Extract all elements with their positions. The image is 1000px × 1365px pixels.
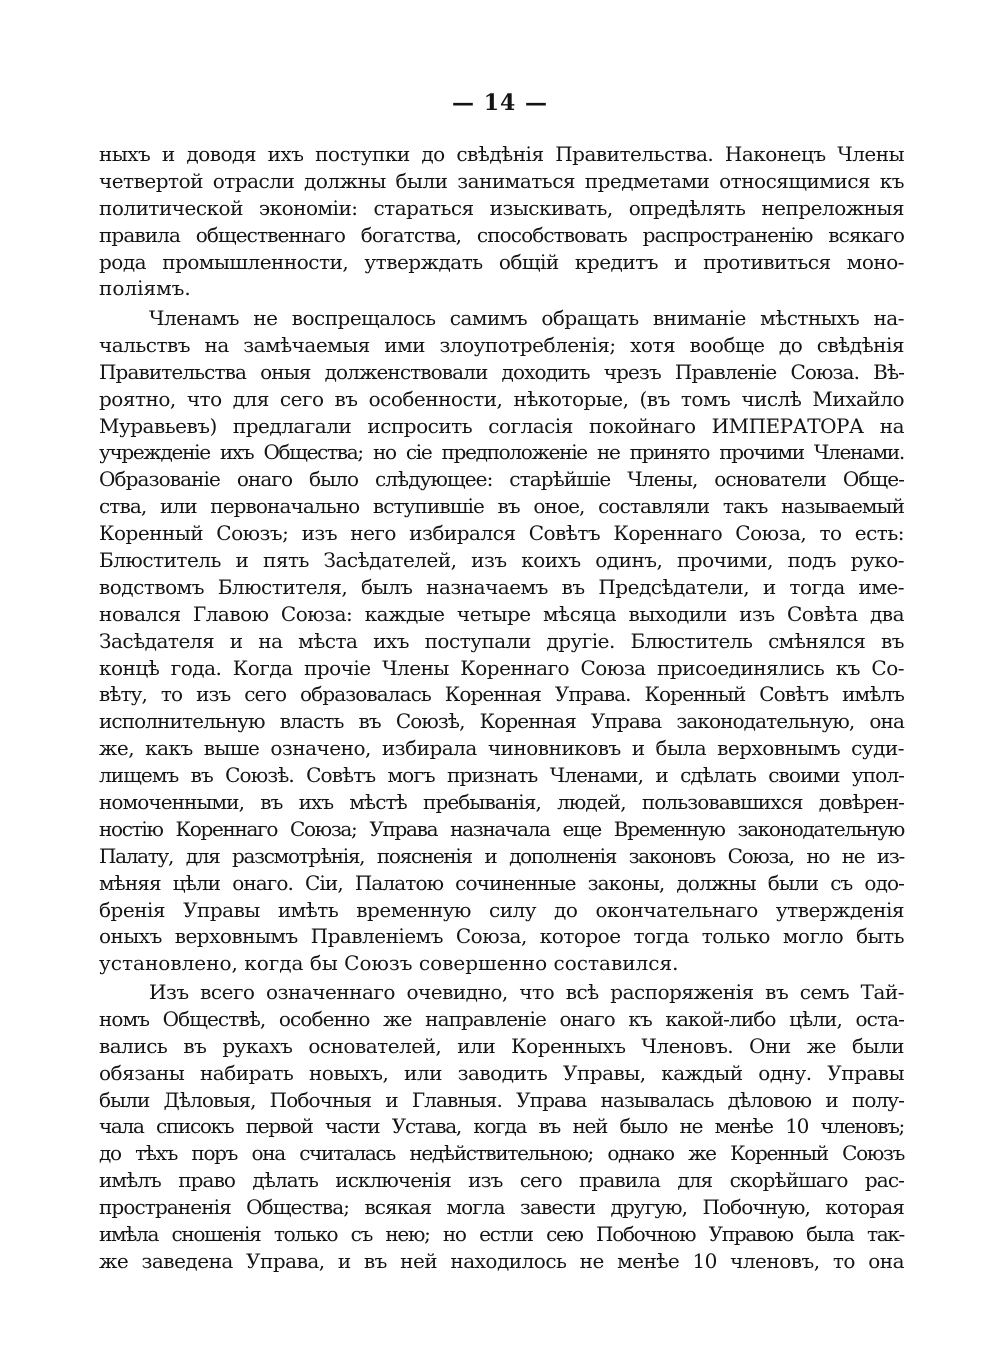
- text-line: Членамъ не воспрещалось самимъ обращать вниманіе мѣстныхъ на-: [149, 306, 904, 330]
- text-line: учрежденіе ихъ Общества; но сіе предположеніе не принято прочими Членами.: [99, 440, 904, 465]
- text-line: пространенія Общества; всякая могла завести другую, Побочную, которая: [99, 1195, 904, 1220]
- text-line: чальствъ на замѣчаемыя ими злоупотребленія; хотя вообще до свѣдѣнія: [99, 332, 904, 357]
- text-line: Образованіе онаго было слѣдующее: старѣйшіе Члены, основатели Обще-: [99, 467, 904, 492]
- text-line: установлено, когда бы Союзъ совершенно составился.: [99, 951, 679, 976]
- text-line: имѣлъ право дѣлать исключенія изъ сего правила для скорѣйшаго рас-: [99, 1168, 904, 1193]
- text-line: Блюститель и пять Засѣдателей, изъ коихъ одинъ, прочими, подъ руко-: [99, 548, 904, 573]
- text-line: оныхъ верховнымъ Правленіемъ Союза, которое тогда только могло быть: [99, 924, 904, 949]
- text-line: Правительства оныя долженствовали доходить чрезъ Правленіе Союза. Вѣ-: [99, 359, 904, 384]
- text-line: ныхъ и доводя ихъ поступки до свѣдѣнія Правительства. Наконецъ Члены: [99, 142, 904, 166]
- text-line: правила общественнаго богатства, способствовать распространенію всякаго: [99, 222, 904, 247]
- text-line: имѣла сношенія только съ нею; но естли сею Побочною Управою была так-: [99, 1222, 904, 1247]
- text-line: Изъ всего означеннаго очевидно, что всѣ распоряженія въ семъ Тай-: [149, 980, 904, 1004]
- text-line: до тѣхъ поръ она считалась недѣйствительною; однако же Коренный Союзъ: [99, 1141, 904, 1166]
- text-line: обязаны набирать новыхъ, или заводить Управы, каждый одну. Управы: [99, 1060, 904, 1085]
- text-line: мѣняя цѣли онаго. Сіи, Палатою сочиненные законы, должны были съ одо-: [99, 870, 904, 895]
- text-line: вѣту, то изъ сего образовалась Коренная Управа. Коренный Совѣтъ имѣлъ: [99, 682, 904, 707]
- text-line: лищемъ въ Союзѣ. Совѣтъ могъ признать Членами, и сдѣлать своими упол-: [99, 763, 904, 788]
- paragraph-2: [99, 305, 904, 977]
- text-line: Муравьевъ) предлагали испросить согласія покойнаго ИМПЕРАТОРА на: [99, 413, 904, 438]
- text-line: чала списокъ первой части Устава, когда въ ней было не менѣе 10 членовъ;: [99, 1114, 904, 1139]
- text-line: ностію Кореннаго Союза; Управа назначала еще Временную законодательную: [99, 816, 904, 841]
- page-number: — 14 —: [452, 90, 548, 116]
- text-line: Коренный Союзъ; изъ него избирался Совѣтъ Кореннаго Союза, то есть:: [99, 521, 904, 546]
- text-line: вались въ рукахъ основателей, или Коренныхъ Членовъ. Они же были: [99, 1033, 904, 1058]
- text-line: Палату, для разсмотрѣнія, поясненія и дополненія законовъ Союза, но не из-: [99, 843, 904, 868]
- paragraph-1: [99, 141, 904, 302]
- text-line: политической экономіи: стараться изыскивать, опредѣлять непреложныя: [99, 195, 904, 220]
- text-line: роятно, что для сего въ особенности, нѣкоторые, (въ томъ числѣ Михайло: [99, 386, 904, 411]
- text-line: были Дѣловыя, Побочныя и Главныя. Управа называлась дѣловою и полу-: [99, 1087, 904, 1112]
- text-line: концѣ года. Когда прочіе Члены Кореннаго Союза присоединялись къ Со-: [99, 655, 904, 680]
- text-line: Засѣдателя и на мѣста ихъ поступали другіе. Блюститель смѣнялся въ: [99, 628, 904, 653]
- text-line: номъ Обществѣ, особенно же направленіе онаго къ какой-либо цѣли, оста-: [99, 1006, 904, 1031]
- text-line: номоченными, въ ихъ мѣстѣ пребыванія, людей, пользовавшихся довѣрен-: [99, 790, 904, 815]
- text-line: же, какъ выше означено, избирала чиновниковъ и была верховнымъ суди-: [99, 736, 904, 761]
- text-line: же заведена Управа, и въ ней находилось не менѣе 10 членовъ, то она: [99, 1248, 904, 1273]
- paragraph-3: [99, 979, 904, 1275]
- text-line: водствомъ Блюстителя, былъ назначаемъ въ Предсѣдатели, и тогда име-: [99, 574, 904, 599]
- text-line: исполнительную власть въ Союзѣ, Коренная Управа законодательную, она: [99, 709, 904, 734]
- text-line: поліямъ.: [99, 276, 191, 301]
- text-line: ства, или первоначально вступившіе въ оное, составляли такъ называемый: [99, 494, 904, 519]
- text-line: бренія Управы имѣть временную силу до окончательнаго утвержденія: [99, 897, 904, 922]
- text-line: новался Главою Союза: каждые четыре мѣсяца выходили изъ Совѣта два: [99, 601, 904, 626]
- text-line: рода промышленности, утверждать общій кредитъ и противиться моно-: [99, 249, 904, 274]
- text-line: четвертой отрасли должны были заниматься предметами относящимися къ: [99, 168, 904, 193]
